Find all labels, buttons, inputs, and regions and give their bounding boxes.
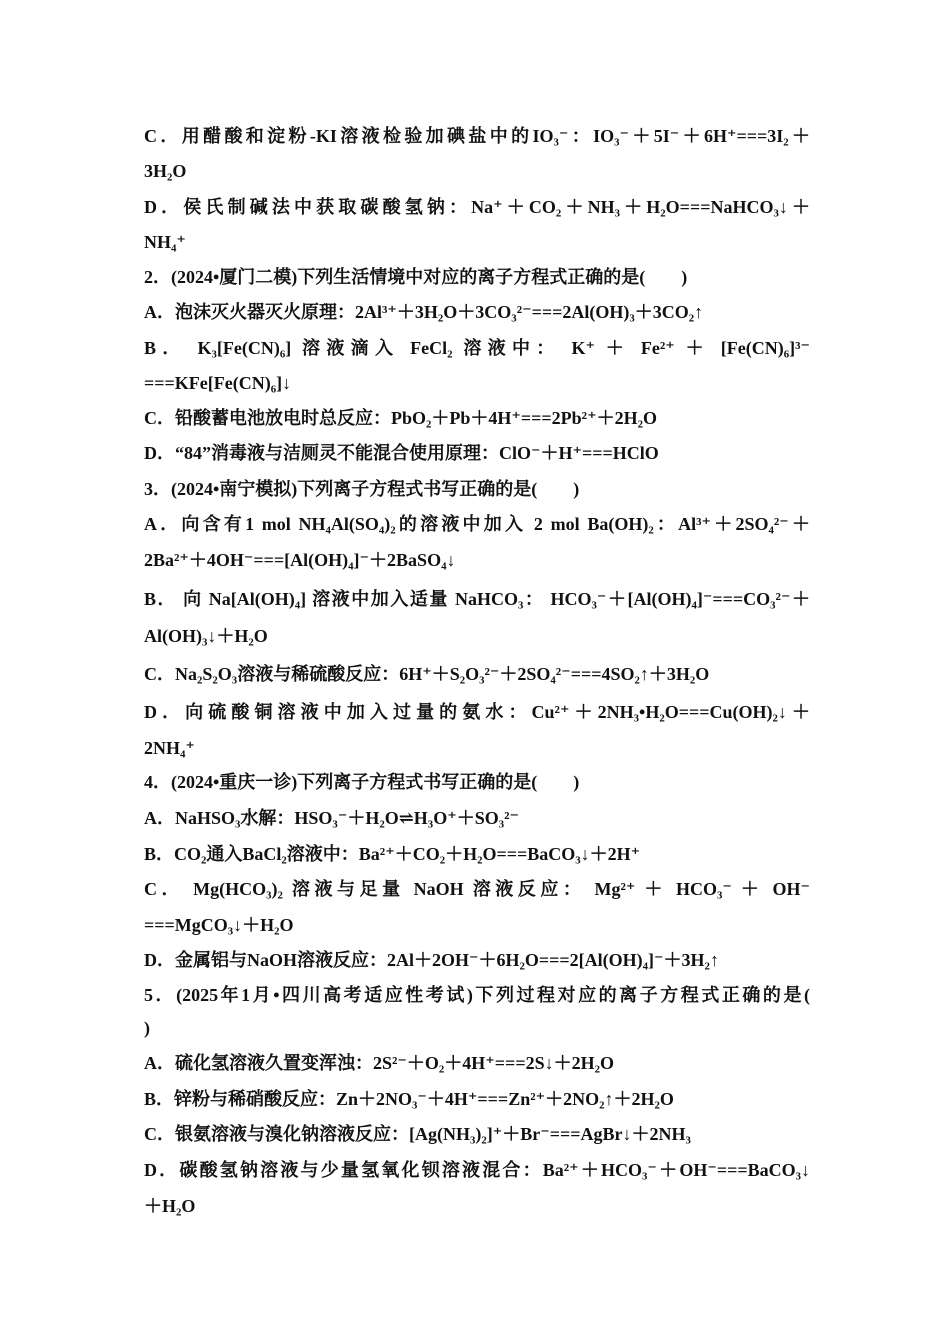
q3-option-b-line-1: B． 向 Na[Al(OH)₄] 溶液中加入适量 NaHCO₃： HCO₃⁻＋[Al(OH)₄]⁻===CO₃²⁻＋ <box>144 589 810 609</box>
q3-option-a-line-2: 2Ba²⁺＋4OH⁻===[Al(OH)₄]⁻＋2BaSO₄↓ <box>144 550 456 570</box>
q5-option-a: A．硫化氢溶液久置变浑浊：2S²⁻＋O₂＋4H⁺===2S↓＋2H₂O <box>144 1053 614 1073</box>
q2-option-a: A．泡沫灭火器灭火原理：2Al³⁺＋3H₂O＋3CO₃²⁻===2Al(OH)₃＋3CO₂↑ <box>144 302 704 322</box>
q2-option-b-line-2: ===KFe[Fe(CN)₆]↓ <box>144 373 292 393</box>
q3-option-c: C．Na₂S₂O₃溶液与稀硫酸反应：6H⁺＋S₂O₃²⁻＋2SO₄²⁻===4SO₂↑＋3H₂O <box>144 664 710 684</box>
q3-option-d-line-1: D．向硫酸铜溶液中加入过量的氨水：Cu²⁺＋2NH₃•H₂O===Cu(OH)₂↓＋ <box>144 702 810 722</box>
q5-stem-line-2: ) <box>144 1018 150 1038</box>
q5-option-d-line-1: D．碳酸氢钠溶液与少量氢氧化钡溶液混合：Ba²⁺＋HCO₃⁻＋OH⁻===BaCO₃↓ <box>144 1160 810 1180</box>
q4-option-a: A．NaHSO₃水解：HSO₃⁻＋H₂O⇌H₃O⁺＋SO₃²⁻ <box>144 808 520 828</box>
q1-option-c-line-2: 3H₂O <box>144 161 187 181</box>
q3-option-d-line-2: 2NH₄⁺ <box>144 738 195 758</box>
q4-option-c-line-2: ===MgCO₃↓＋H₂O <box>144 915 294 935</box>
q4-option-b: B．CO₂通入BaCl₂溶液中：Ba²⁺＋CO₂＋H₂O===BaCO₃↓＋2H⁺ <box>144 844 641 864</box>
q1-option-c-line-1: C．用醋酸和淀粉-KI溶液检验加碘盐中的IO₃⁻：IO₃⁻＋5I⁻＋6H⁺===3I₂＋ <box>144 126 810 146</box>
q1-option-d-line-2: NH₄⁺ <box>144 232 186 252</box>
q5-stem-line-1: 5．(2025年1月•四川高考适应性考试)下列过程对应的离子方程式正确的是( <box>144 985 810 1005</box>
q2-option-d: D．“84”消毒液与洁厕灵不能混合使用原理：ClO⁻＋H⁺===HClO <box>144 443 659 463</box>
q4-option-d: D．金属铝与NaOH溶液反应：2Al＋2OH⁻＋6H₂O===2[Al(OH)₄]⁻＋3H₂↑ <box>144 950 719 970</box>
q5-option-b: B．锌粉与稀硝酸反应：Zn＋2NO₃⁻＋4H⁺===Zn²⁺＋2NO₂↑＋2H₂O <box>144 1089 674 1109</box>
q3-stem: 3．(2024•南宁模拟)下列离子方程式书写正确的是( ) <box>144 479 580 499</box>
q3-option-a-line-1: A．向含有1 mol NH₄Al(SO₄)₂的溶液中加入 2 mol Ba(OH)₂：Al³⁺＋2SO₄²⁻＋ <box>144 514 810 534</box>
q5-option-c: C．银氨溶液与溴化钠溶液反应：[Ag(NH₃)₂]⁺＋Br⁻===AgBr↓＋2NH₃ <box>144 1124 691 1144</box>
q4-option-c-line-1: C． Mg(HCO₃)₂ 溶液与足量 NaOH 溶液反应： Mg²⁺ ＋ HCO₃⁻ ＋ OH⁻ <box>144 879 810 899</box>
q2-stem: 2．(2024•厦门二模)下列生活情境中对应的离子方程式正确的是( ) <box>144 267 688 287</box>
q4-stem: 4．(2024•重庆一诊)下列离子方程式书写正确的是( ) <box>144 772 580 792</box>
q2-option-c: C．铅酸蓄电池放电时总反应：PbO₂＋Pb＋4H⁺===2Pb²⁺＋2H₂O <box>144 408 657 428</box>
q5-option-d-line-2: ＋H₂O <box>144 1196 196 1216</box>
q2-option-b-line-1: B． K₃[Fe(CN)₆] 溶液滴入 FeCl₂ 溶液中： K⁺ ＋ Fe²⁺ ＋ [Fe(CN)₆]³⁻ <box>144 338 810 358</box>
q3-option-b-line-2: Al(OH)₃↓＋H₂O <box>144 626 268 646</box>
q1-option-d-line-1: D．侯氏制碱法中获取碳酸氢钠：Na⁺＋CO₂＋NH₃＋H₂O===NaHCO₃↓＋ <box>144 197 810 217</box>
